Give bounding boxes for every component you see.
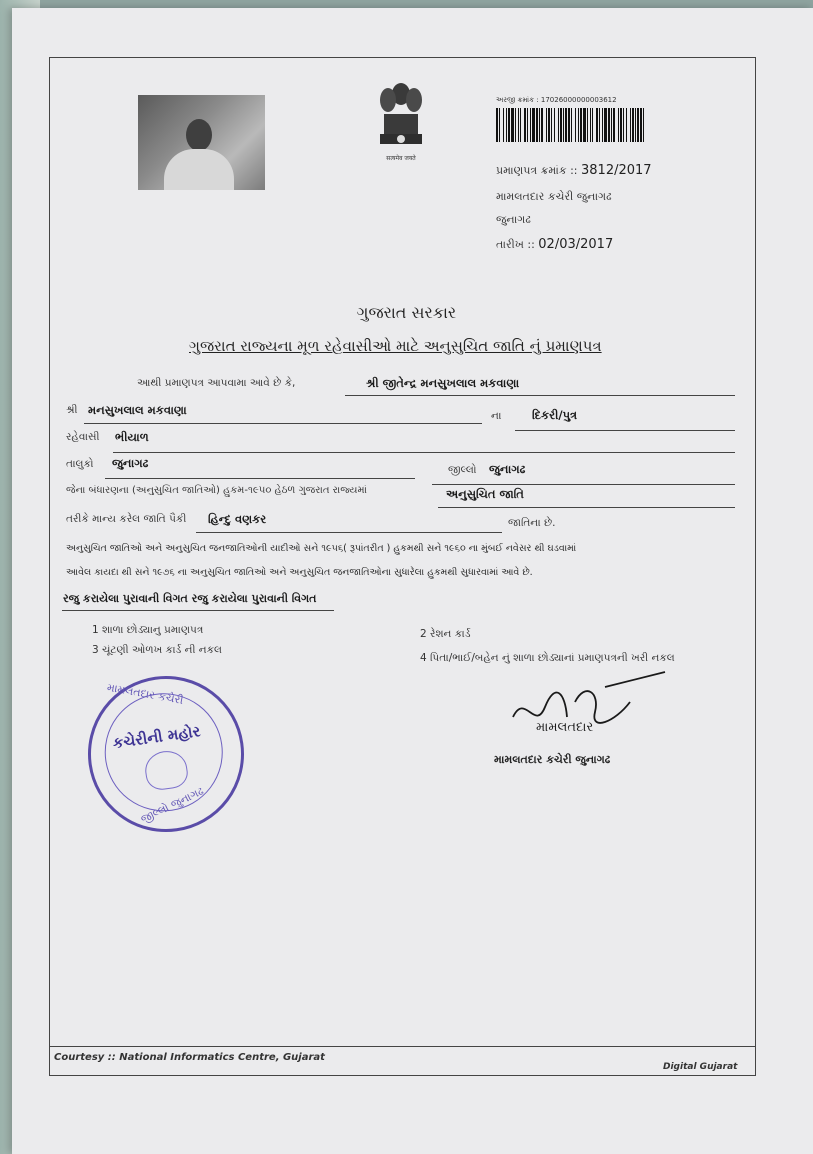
barcode-label: અરજી ક્રમાંક : 17026000000003612 [496, 96, 617, 104]
footer-brand: Digital Gujarat [663, 1062, 738, 1072]
relation-value: દિકરી/પુત્ર [532, 408, 578, 422]
recognized-label: તરીકે માન્ય કરેલ જાતિ પૈકી [66, 513, 187, 525]
barcode [496, 108, 650, 142]
office-seal-stamp: મામલતદાર કચેરી કચેરીની મહોર જીલ્લો જુનાગઢ [78, 666, 254, 842]
national-emblem-icon [370, 80, 432, 166]
father-name: મનસુખલાલ મકવાણા [88, 403, 187, 417]
issuing-place: જુનાગઢ [496, 213, 531, 226]
taluka-label: તાલુકો [66, 458, 94, 470]
caste-value: હિન્દુ વણકર [208, 512, 267, 526]
document-item-4: 4 પિતા/ભાઈ/બહેન નું શાળા છોડ્યાનાં પ્રમાણપત્રની ખરી નકલ [420, 652, 675, 664]
signatory-role: મામલતદાર [536, 720, 594, 735]
district-value: જુનાગઢ [489, 462, 526, 476]
caste-suffix: જાતિના છે. [508, 517, 556, 529]
signatory-office: મામલતદાર કચેરી જુનાગઢ [494, 753, 611, 766]
document-item-2: 2 રેશન કાર્ડ [420, 628, 471, 640]
intro-label: આથી પ્રમાણપત્ર આપવામા આવે છે કે, [137, 377, 296, 389]
resident-label: રહેવાસી [66, 431, 100, 443]
document-item-3: 3 ચૂંટણી ઓળખ કાર્ડ ની નકલ [92, 644, 222, 656]
government-title: ગુજરાત સરકાર [356, 303, 457, 322]
emblem-caption: सत्यमेव जयते [386, 155, 416, 162]
relation-label: ના [491, 410, 502, 422]
issue-date: તારીખ :: 02/03/2017 [496, 237, 614, 252]
issuing-office: મામલતદાર કચેરી જુનાગઢ [496, 190, 612, 203]
legal-note-line-2: આવેલ કાયદા થી સને ૧૯૭૬ ના અનુસુચિત જાતિઓ અને અનુસુચિત જનજાતિઓના સુધારેલા હુકમથી સુધારવામાં આવે છે. [66, 567, 533, 578]
district-label: જીલ્લો [448, 464, 477, 476]
applicant-photo [138, 95, 265, 190]
legal-note-line-1: અનુસુચિત જાતિઓ અને અનુસુચિત જનજાતિઓની યાદીઓ સને ૧૯૫૬( રૂપાંતરીત ) હુકમથી સને ૧૯૬૦ ના મુંબઈ નવેસર થી ઘડવામાં [66, 543, 577, 554]
constitution-value: અનુસુચિત જાતિ [446, 487, 524, 501]
certificate-number: પ્રમાણપત્ર ક્રમાંક :: 3812/2017 [496, 163, 652, 178]
resident-value: ભીયાળ [115, 430, 149, 444]
father-prefix: શ્રી [66, 404, 78, 416]
certificate-holder-name: શ્રી જીતેન્દ્ર મનસુખલાલ મકવાણા [366, 376, 520, 390]
document-item-1: 1 શાળા છોડ્યાનુ પ્રમાણપત્ર [92, 624, 204, 636]
constitution-label: જેના બંધારણના (અનુસુચિત જાતિઓ) હુકમ-૧૯૫૦ હેઠળ ગુજરાત રાજ્યમાં [66, 485, 367, 496]
taluka-value: જુનાગઢ [112, 456, 149, 470]
documents-heading: રજુ કરાયેલા પુરાવાની વિગત રજુ કરાયેલા પુરાવાની વિગત [63, 592, 317, 605]
footer-courtesy: Courtesy :: National Informatics Centre, Gujarat [54, 1052, 325, 1063]
certificate-title: ગુજરાત રાજ્યના મૂળ રહેવાસીઓ માટે અનુસુચિત જાતિ નું પ્રમાણપત્ર [189, 337, 602, 355]
